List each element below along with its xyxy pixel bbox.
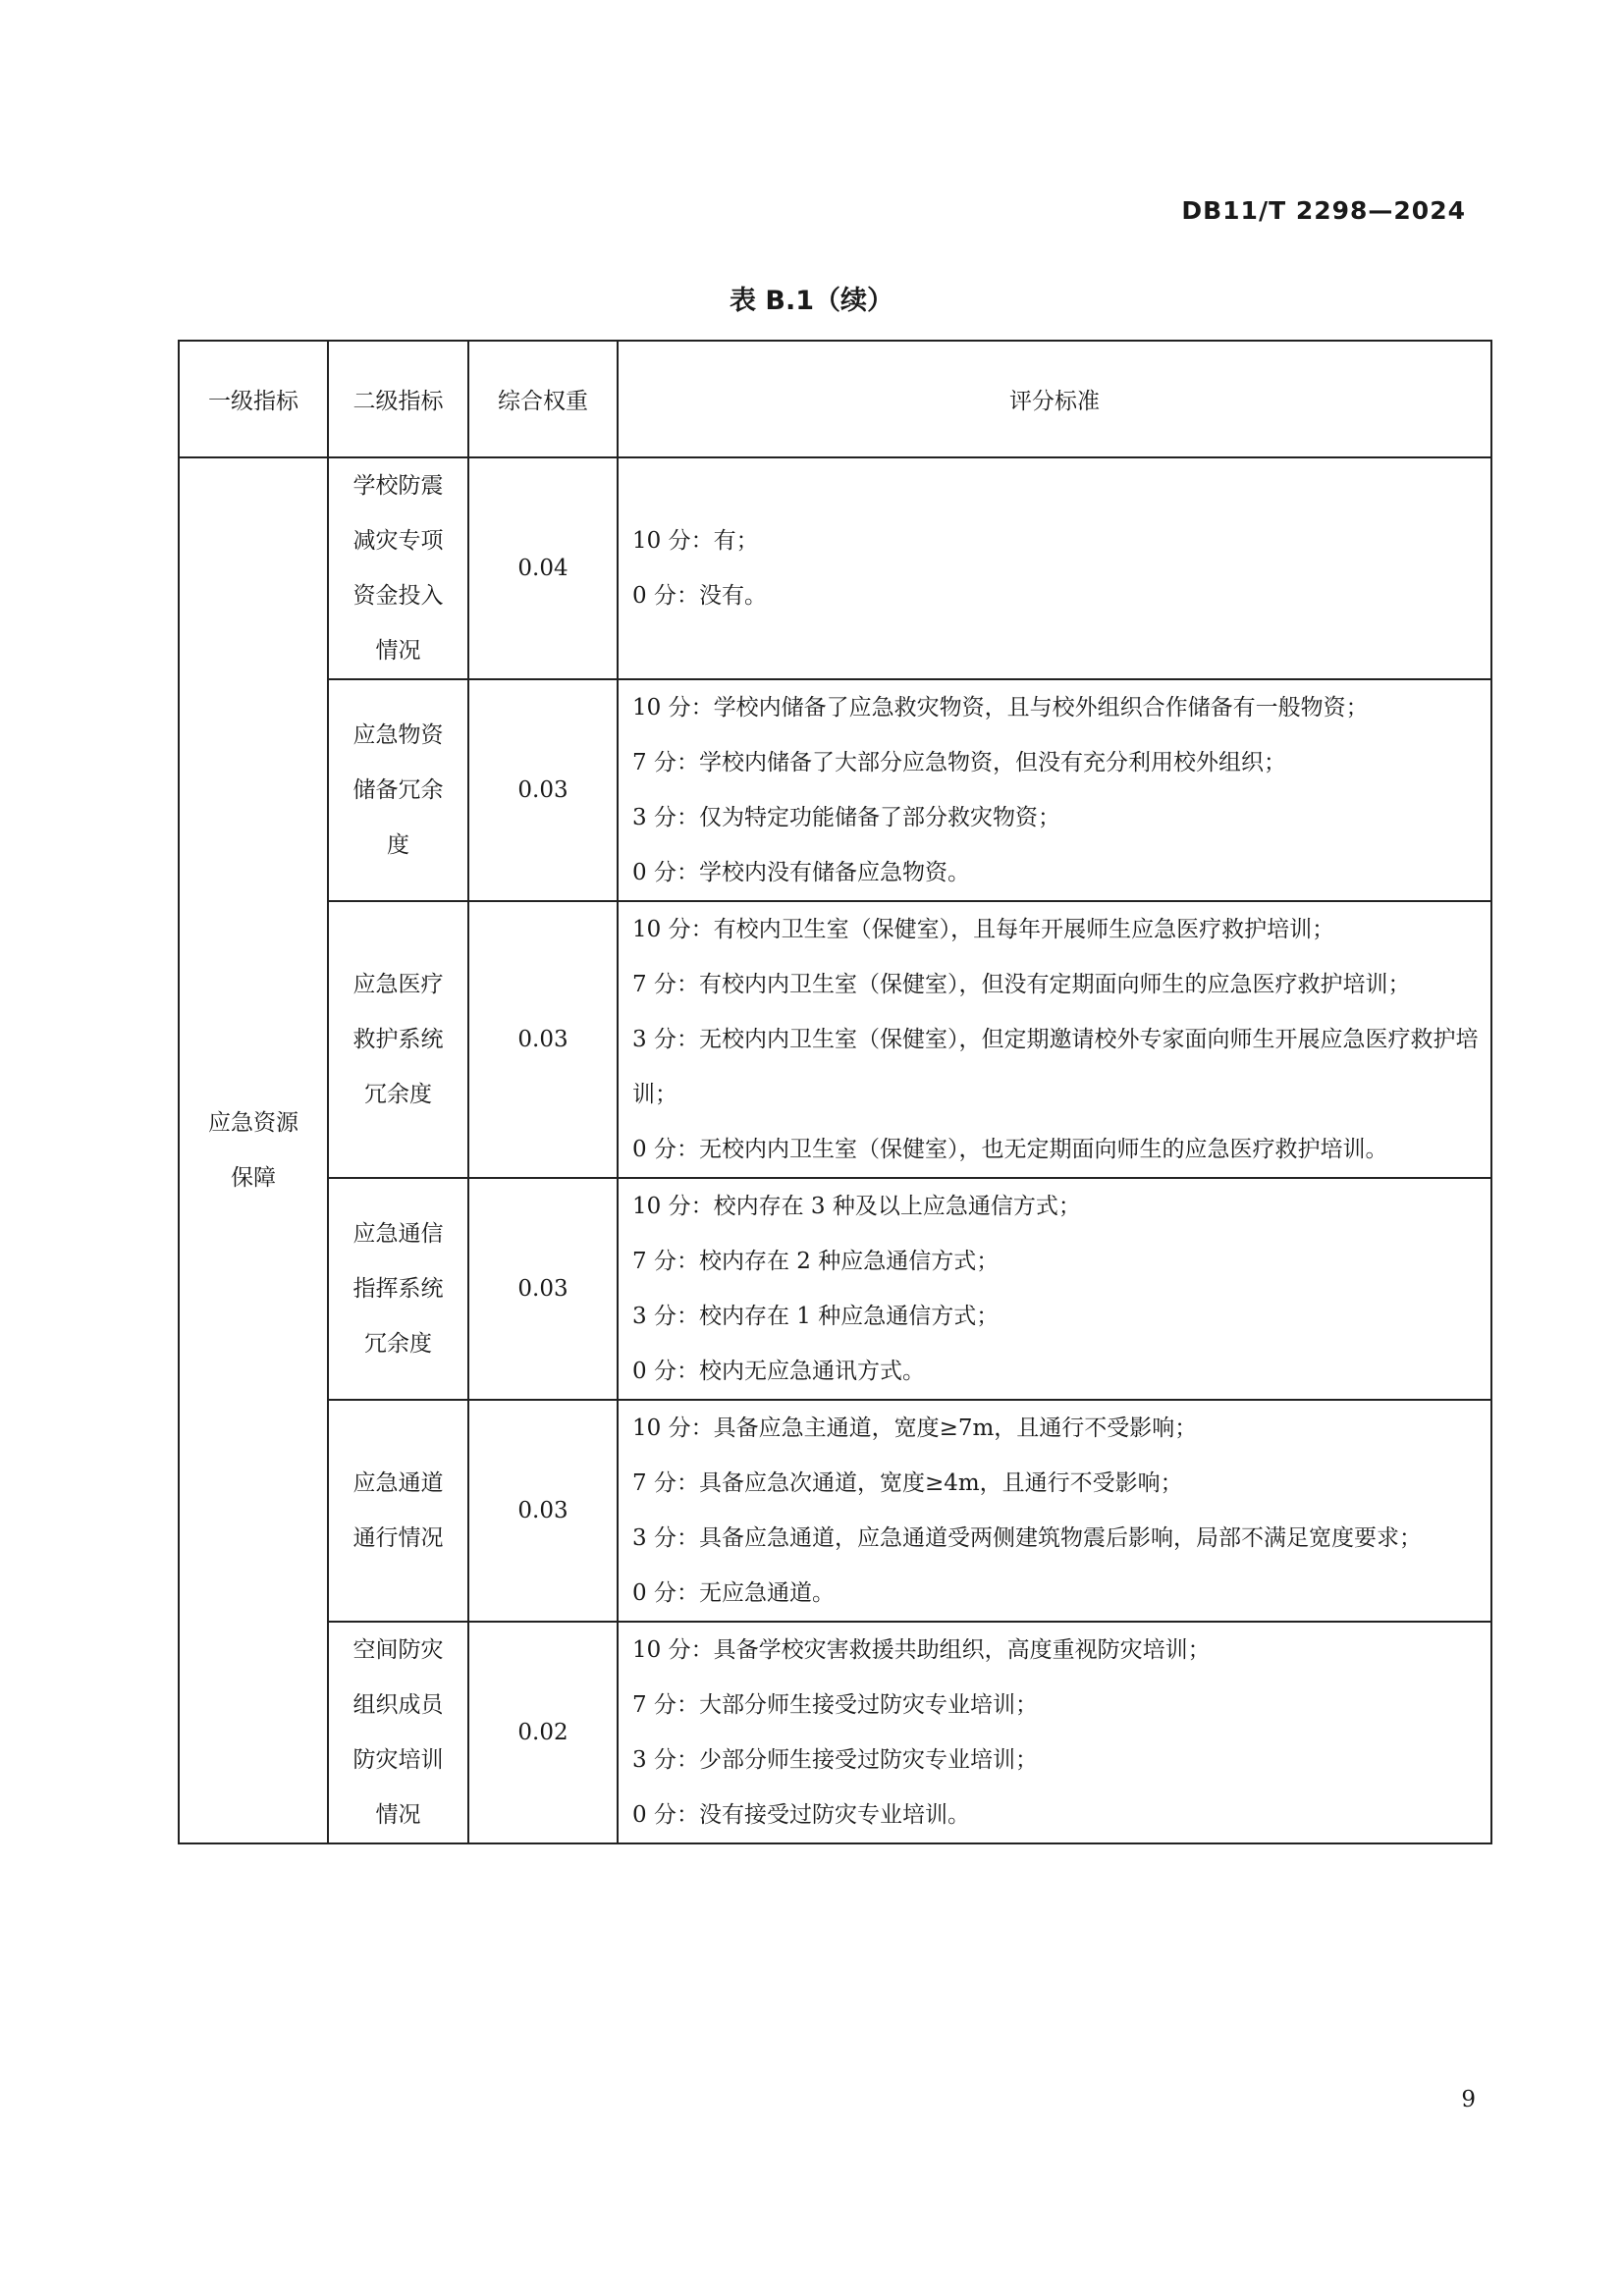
criteria-line: 0 分：无校内内卫生室（保健室），也无定期面向师生的应急医疗救护培训。: [632, 1137, 1388, 1162]
level2-indicator-line: 防灾培训: [352, 1747, 444, 1773]
criteria-line: 7 分：校内存在 2 种应急通信方式；: [632, 1249, 1000, 1274]
criteria-line: 7 分：学校内储备了大部分应急物资，但没有充分利用校外组织；: [632, 750, 1286, 775]
criteria-line: 7 分：有校内内卫生室（保健室），但没有定期面向师生的应急医疗救护培训；: [632, 972, 1411, 997]
criteria-line: 0 分：没有。: [632, 583, 767, 609]
criteria-line: 10 分：学校内储备了应急救灾物资，且与校外组织合作储备有一般物资；: [632, 695, 1369, 721]
column-header-criteria: 评分标准: [618, 341, 1491, 457]
level2-indicator-line: 空间防灾: [352, 1637, 444, 1663]
criteria-line: 3 分：具备应急通道，应急通道受两侧建筑物震后影响，局部不满足宽度要求；: [632, 1525, 1422, 1551]
scoring-table: [178, 340, 1492, 1844]
level2-indicator-line: 减灾专项: [352, 528, 444, 554]
level2-indicator-line: 应急通信: [352, 1221, 444, 1247]
weight-cell: 0.03: [468, 1178, 618, 1400]
table-row: [179, 1400, 1491, 1622]
level2-indicator-line: 通行情况: [352, 1525, 444, 1551]
level2-indicator-line: 度: [387, 832, 409, 858]
criteria-line: 3 分：无校内内卫生室（保健室），但定期邀请校外专家面向师生开展应急医疗救护培训；: [632, 1027, 1479, 1107]
column-header-level2: 二级指标: [328, 341, 468, 457]
level2-indicator-line: 应急通道: [352, 1470, 444, 1496]
criteria-line: 10 分：有；: [632, 528, 759, 554]
table-row: [179, 901, 1491, 1178]
level1-indicator-line: 保障: [231, 1165, 276, 1191]
level2-indicator-cell: [328, 457, 468, 679]
criteria-line: 3 分：少部分师生接受过防灾专业培训；: [632, 1747, 1038, 1773]
weight-cell: 0.03: [468, 901, 618, 1178]
criteria-cell: [618, 1178, 1491, 1400]
level2-indicator-cell: [328, 679, 468, 901]
weight-cell: 0.04: [468, 457, 618, 679]
criteria-line: 3 分：仅为特定功能储备了部分救灾物资；: [632, 805, 1060, 830]
criteria-line: 10 分：具备学校灾害救援共助组织，高度重视防灾培训；: [632, 1637, 1211, 1663]
page-number: 9: [1461, 2087, 1476, 2112]
standard-code: DB11/T 2298—2024: [1181, 196, 1466, 225]
criteria-line: 0 分：无应急通道。: [632, 1580, 835, 1606]
criteria-line: 10 分：具备应急主通道，宽度≥7m，且通行不受影响；: [632, 1415, 1198, 1441]
level2-indicator-line: 冗余度: [364, 1082, 432, 1107]
level2-indicator-line: 应急医疗: [352, 972, 444, 997]
weight-cell: 0.03: [468, 1400, 618, 1622]
criteria-line: 0 分：校内无应急通讯方式。: [632, 1359, 925, 1384]
criteria-line: 7 分：大部分师生接受过防灾专业培训；: [632, 1692, 1038, 1718]
level2-indicator-line: 救护系统: [352, 1027, 444, 1052]
criteria-line: 10 分：有校内卫生室（保健室），且每年开展师生应急医疗救护培训；: [632, 917, 1335, 942]
table-header-row: [179, 341, 1491, 457]
criteria-cell: [618, 901, 1491, 1178]
level2-indicator-cell: [328, 1178, 468, 1400]
table-row: [179, 679, 1491, 901]
weight-cell: 0.02: [468, 1622, 618, 1843]
criteria-line: 0 分：学校内没有储备应急物资。: [632, 860, 970, 885]
level2-indicator-line: 指挥系统: [352, 1276, 444, 1302]
table-row: [179, 457, 1491, 679]
level2-indicator-cell: [328, 901, 468, 1178]
column-header-level1: 一级指标: [179, 341, 328, 457]
level2-indicator-line: 情况: [375, 1802, 421, 1828]
criteria-line: 0 分：没有接受过防灾专业培训。: [632, 1802, 970, 1828]
criteria-line: 7 分：具备应急次通道，宽度≥4m，且通行不受影响；: [632, 1470, 1183, 1496]
criteria-cell: [618, 679, 1491, 901]
level1-indicator-cell: [179, 457, 328, 1843]
level2-indicator-line: 学校防震: [352, 473, 444, 499]
level1-indicator-line: 应急资源: [208, 1110, 298, 1136]
criteria-cell: [618, 1622, 1491, 1843]
criteria-cell: [618, 457, 1491, 679]
level2-indicator-cell: [328, 1622, 468, 1843]
table-row: [179, 1622, 1491, 1843]
level2-indicator-cell: [328, 1400, 468, 1622]
criteria-line: 3 分：校内存在 1 种应急通信方式；: [632, 1304, 1000, 1329]
table-title: 表 B.1（续）: [729, 286, 894, 316]
level2-indicator-line: 组织成员: [352, 1692, 444, 1718]
level2-indicator-line: 储备冗余: [352, 777, 444, 803]
weight-cell: 0.03: [468, 679, 618, 901]
criteria-cell: [618, 1400, 1491, 1622]
level2-indicator-line: 应急物资: [352, 722, 444, 748]
level2-indicator-line: 情况: [375, 638, 421, 664]
column-header-weight: 综合权重: [468, 341, 618, 457]
level2-indicator-line: 资金投入: [352, 583, 444, 609]
criteria-line: 10 分：校内存在 3 种及以上应急通信方式；: [632, 1194, 1081, 1219]
level2-indicator-line: 冗余度: [364, 1331, 432, 1357]
table-row: [179, 1178, 1491, 1400]
